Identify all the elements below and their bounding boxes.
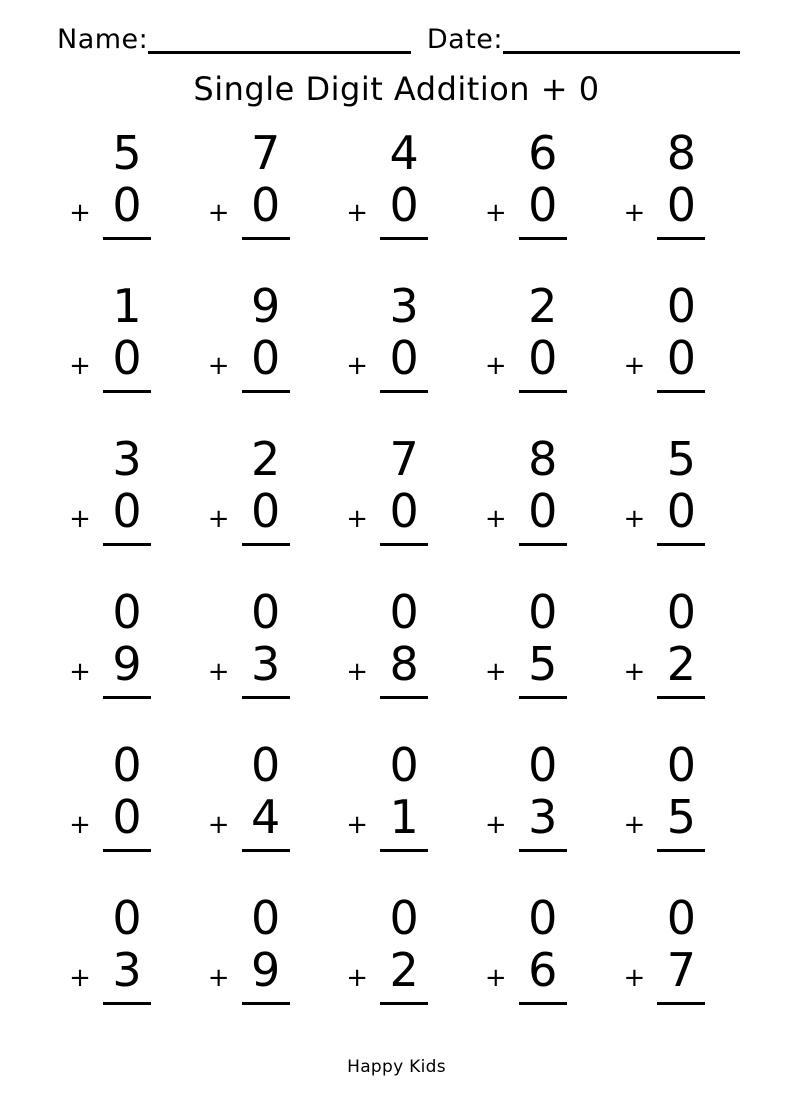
plus-operator: + [484, 962, 507, 993]
problem-bottom-row [479, 944, 573, 996]
problem-bottom-row [202, 332, 296, 384]
problem-3 [340, 127, 434, 240]
bottom-addend: 0 [112, 789, 142, 844]
problem-top-row [340, 586, 434, 638]
answer-blank[interactable] [103, 237, 151, 240]
bottom-addend: 1 [389, 789, 419, 844]
name-field [57, 26, 411, 54]
top-addend: 0 [250, 890, 281, 945]
problem-top-row [63, 739, 157, 791]
top-addend: 7 [389, 431, 419, 486]
answer-blank[interactable] [519, 1002, 567, 1005]
problem-bottom-row [63, 179, 157, 231]
answer-blank[interactable] [657, 237, 705, 240]
answer-blank[interactable] [380, 696, 428, 699]
problem-top-row [202, 433, 296, 485]
top-addend: 3 [112, 431, 142, 486]
problem-top-row [202, 586, 296, 638]
bottom-addend: 5 [666, 789, 697, 844]
problem-bottom-row [340, 179, 434, 231]
plus-operator: + [346, 809, 369, 840]
problem-top-row [340, 892, 434, 944]
answer-blank[interactable] [519, 543, 567, 546]
problem-6 [63, 280, 157, 393]
problem-29 [479, 892, 573, 1005]
problem-11 [63, 433, 157, 546]
problem-top-row [617, 433, 711, 485]
problem-top-row [63, 586, 157, 638]
plus-operator: + [69, 503, 91, 534]
plus-operator: + [346, 503, 369, 534]
top-addend: 0 [666, 737, 697, 792]
problem-bottom-row [202, 791, 296, 843]
answer-blank[interactable] [103, 696, 151, 699]
problem-bottom-row [63, 638, 157, 690]
problem-10 [617, 280, 711, 393]
plus-operator: + [69, 656, 91, 687]
problem-top-row [479, 127, 573, 179]
top-addend: 3 [389, 278, 419, 333]
problem-top-row [202, 127, 296, 179]
bottom-addend: 0 [666, 177, 697, 232]
plus-operator: + [207, 350, 230, 381]
plus-operator: + [623, 962, 646, 993]
problem-21 [63, 739, 157, 852]
plus-operator: + [623, 197, 646, 228]
bottom-addend: 3 [528, 789, 558, 844]
answer-blank[interactable] [242, 849, 290, 852]
plus-operator: + [623, 350, 646, 381]
problem-2 [202, 127, 296, 240]
problem-top-row [202, 892, 296, 944]
problem-bottom-row [479, 485, 573, 537]
problem-bottom-row [202, 638, 296, 690]
problem-top-row [202, 280, 296, 332]
top-addend: 0 [528, 737, 558, 792]
plus-operator: + [207, 962, 230, 993]
problem-bottom-row [479, 791, 573, 843]
name-blank-line[interactable] [148, 27, 411, 54]
plus-operator: + [346, 962, 369, 993]
problem-top-row [479, 280, 573, 332]
bottom-addend: 0 [250, 177, 281, 232]
top-addend: 0 [112, 890, 142, 945]
date-field [427, 26, 740, 54]
problem-top-row [202, 739, 296, 791]
answer-blank[interactable] [657, 543, 705, 546]
answer-blank[interactable] [657, 1002, 705, 1005]
bottom-addend: 0 [528, 330, 558, 385]
problem-4 [479, 127, 573, 240]
problem-top-row [63, 280, 157, 332]
problem-bottom-row [617, 791, 711, 843]
problem-top-row [617, 892, 711, 944]
top-addend: 5 [666, 431, 697, 486]
problems-grid [53, 127, 746, 1005]
answer-blank[interactable] [519, 237, 567, 240]
problem-bottom-row [340, 485, 434, 537]
bottom-addend: 8 [389, 636, 419, 691]
answer-blank[interactable] [242, 543, 290, 546]
problem-top-row [63, 127, 157, 179]
plus-operator: + [69, 962, 91, 993]
top-addend: 1 [112, 278, 142, 333]
problem-bottom-row [202, 944, 296, 996]
bottom-addend: 3 [112, 942, 142, 997]
answer-blank[interactable] [380, 390, 428, 393]
top-addend: 7 [250, 125, 281, 180]
problem-bottom-row [202, 179, 296, 231]
problem-7 [202, 280, 296, 393]
plus-operator: + [207, 503, 230, 534]
bottom-addend: 0 [250, 330, 281, 385]
answer-blank[interactable] [242, 237, 290, 240]
top-addend: 0 [528, 584, 558, 639]
problem-bottom-row [617, 485, 711, 537]
answer-blank[interactable] [657, 390, 705, 393]
page-title: Single Digit Addition + 0 [193, 70, 600, 109]
bottom-addend: 2 [666, 636, 697, 691]
top-addend: 0 [666, 890, 697, 945]
answer-blank[interactable] [657, 849, 705, 852]
problem-bottom-row [479, 638, 573, 690]
problem-12 [202, 433, 296, 546]
problem-top-row [617, 739, 711, 791]
problem-bottom-row [63, 485, 157, 537]
problem-top-row [617, 127, 711, 179]
problem-5 [617, 127, 711, 240]
bottom-addend: 4 [250, 789, 281, 844]
problem-1 [63, 127, 157, 240]
problem-bottom-row [617, 638, 711, 690]
problem-bottom-row [202, 485, 296, 537]
bottom-addend: 6 [528, 942, 558, 997]
plus-operator: + [484, 350, 507, 381]
top-addend: 0 [389, 737, 419, 792]
answer-blank[interactable] [657, 696, 705, 699]
bottom-addend: 9 [250, 942, 281, 997]
top-addend: 8 [666, 125, 697, 180]
bottom-addend: 5 [528, 636, 558, 691]
problem-16 [63, 586, 157, 699]
problem-20 [617, 586, 711, 699]
top-addend: 0 [666, 278, 697, 333]
bottom-addend: 2 [389, 942, 419, 997]
problem-26 [63, 892, 157, 1005]
answer-blank[interactable] [519, 390, 567, 393]
problem-28 [340, 892, 434, 1005]
problem-30 [617, 892, 711, 1005]
top-addend: 0 [528, 890, 558, 945]
problem-18 [340, 586, 434, 699]
bottom-addend: 0 [666, 330, 697, 385]
plus-operator: + [484, 503, 507, 534]
problem-top-row [479, 586, 573, 638]
plus-operator: + [484, 809, 507, 840]
plus-operator: + [346, 197, 369, 228]
problem-27 [202, 892, 296, 1005]
problem-bottom-row [63, 332, 157, 384]
top-addend: 9 [250, 278, 281, 333]
answer-blank[interactable] [380, 1002, 428, 1005]
problem-top-row [479, 433, 573, 485]
top-addend: 5 [112, 125, 142, 180]
problem-13 [340, 433, 434, 546]
date-label: Date: [426, 24, 503, 55]
problem-bottom-row [617, 332, 711, 384]
footer-brand: Happy Kids [347, 1056, 446, 1077]
top-addend: 0 [389, 890, 419, 945]
bottom-addend: 9 [112, 636, 142, 691]
plus-operator: + [69, 809, 91, 840]
problem-top-row [340, 127, 434, 179]
bottom-addend: 7 [666, 942, 697, 997]
problem-bottom-row [340, 791, 434, 843]
problem-17 [202, 586, 296, 699]
answer-blank[interactable] [103, 390, 151, 393]
top-addend: 6 [528, 125, 558, 180]
problem-bottom-row [340, 638, 434, 690]
plus-operator: + [207, 809, 230, 840]
top-addend: 0 [666, 584, 697, 639]
problem-top-row [340, 280, 434, 332]
plus-operator: + [484, 656, 507, 687]
bottom-addend: 0 [528, 177, 558, 232]
problem-bottom-row [340, 332, 434, 384]
top-addend: 2 [250, 431, 281, 486]
answer-blank[interactable] [519, 696, 567, 699]
top-addend: 0 [389, 584, 419, 639]
problem-9 [479, 280, 573, 393]
header [57, 26, 740, 54]
name-label: Name: [57, 24, 149, 55]
plus-operator: + [623, 503, 646, 534]
plus-operator: + [207, 656, 230, 687]
plus-operator: + [207, 197, 230, 228]
top-addend: 2 [528, 278, 558, 333]
problem-23 [340, 739, 434, 852]
date-blank-line[interactable] [503, 27, 740, 54]
problem-24 [479, 739, 573, 852]
problem-bottom-row [63, 791, 157, 843]
bottom-addend: 0 [389, 177, 419, 232]
problem-top-row [340, 433, 434, 485]
problem-bottom-row [479, 332, 573, 384]
problem-bottom-row [63, 944, 157, 996]
answer-blank[interactable] [103, 1002, 151, 1005]
top-addend: 0 [112, 584, 142, 639]
bottom-addend: 0 [250, 483, 281, 538]
bottom-addend: 0 [112, 483, 142, 538]
top-addend: 8 [528, 431, 558, 486]
bottom-addend: 0 [389, 483, 419, 538]
problem-22 [202, 739, 296, 852]
bottom-addend: 0 [389, 330, 419, 385]
problem-top-row [479, 892, 573, 944]
bottom-addend: 0 [112, 177, 142, 232]
problem-top-row [340, 739, 434, 791]
problem-bottom-row [617, 179, 711, 231]
problem-top-row [63, 433, 157, 485]
answer-blank[interactable] [103, 849, 151, 852]
bottom-addend: 0 [666, 483, 697, 538]
problem-top-row [617, 280, 711, 332]
problem-8 [340, 280, 434, 393]
plus-operator: + [623, 656, 646, 687]
problem-top-row [63, 892, 157, 944]
answer-blank[interactable] [103, 543, 151, 546]
plus-operator: + [484, 197, 507, 228]
problem-top-row [479, 739, 573, 791]
answer-blank[interactable] [380, 849, 428, 852]
answer-blank[interactable] [242, 1002, 290, 1005]
problem-25 [617, 739, 711, 852]
answer-blank[interactable] [519, 849, 567, 852]
problem-top-row [617, 586, 711, 638]
answer-blank[interactable] [242, 390, 290, 393]
problem-14 [479, 433, 573, 546]
plus-operator: + [623, 809, 646, 840]
answer-blank[interactable] [380, 543, 428, 546]
bottom-addend: 3 [250, 636, 281, 691]
answer-blank[interactable] [380, 237, 428, 240]
bottom-addend: 0 [112, 330, 142, 385]
problem-bottom-row [617, 944, 711, 996]
plus-operator: + [346, 350, 369, 381]
plus-operator: + [69, 197, 91, 228]
problem-bottom-row [340, 944, 434, 996]
problem-bottom-row [479, 179, 573, 231]
problem-15 [617, 433, 711, 546]
top-addend: 0 [250, 737, 281, 792]
top-addend: 0 [250, 584, 281, 639]
plus-operator: + [346, 656, 369, 687]
top-addend: 4 [389, 125, 419, 180]
plus-operator: + [69, 350, 91, 381]
answer-blank[interactable] [242, 696, 290, 699]
top-addend: 0 [112, 737, 142, 792]
bottom-addend: 0 [528, 483, 558, 538]
problem-19 [479, 586, 573, 699]
